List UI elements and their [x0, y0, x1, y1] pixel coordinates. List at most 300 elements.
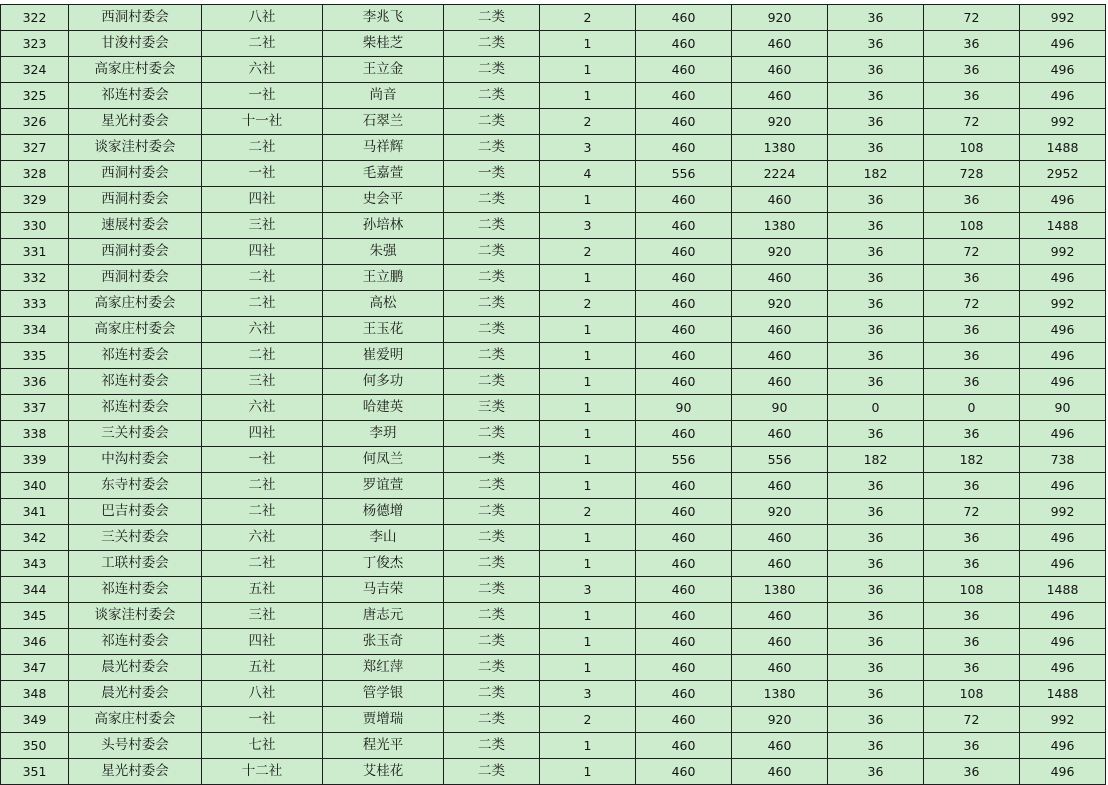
subtotal-cell[interactable]: 920 — [732, 109, 828, 135]
allowance-total-cell[interactable]: 108 — [924, 135, 1020, 161]
village-cell[interactable]: 谈家洼村委会 — [69, 135, 202, 161]
allowance-cell[interactable]: 36 — [828, 707, 924, 733]
count-cell[interactable]: 2 — [540, 5, 636, 31]
group-cell[interactable]: 八社 — [202, 681, 323, 707]
allowance-total-cell[interactable]: 36 — [924, 57, 1020, 83]
total-cell[interactable]: 496 — [1020, 551, 1106, 577]
group-cell[interactable]: 七社 — [202, 733, 323, 759]
allowance-total-cell[interactable]: 108 — [924, 681, 1020, 707]
allowance-total-cell[interactable]: 36 — [924, 525, 1020, 551]
standard-cell[interactable]: 460 — [636, 577, 732, 603]
allowance-cell[interactable]: 36 — [828, 655, 924, 681]
allowance-cell[interactable]: 36 — [828, 577, 924, 603]
allowance-cell[interactable]: 36 — [828, 213, 924, 239]
allowance-total-cell[interactable]: 36 — [924, 603, 1020, 629]
allowance-cell[interactable]: 36 — [828, 291, 924, 317]
subtotal-cell[interactable]: 460 — [732, 57, 828, 83]
allowance-total-cell[interactable]: 36 — [924, 759, 1020, 785]
standard-cell[interactable]: 460 — [636, 655, 732, 681]
count-cell[interactable]: 3 — [540, 135, 636, 161]
allowance-cell[interactable]: 36 — [828, 5, 924, 31]
subtotal-cell[interactable]: 460 — [732, 343, 828, 369]
row-number-cell[interactable]: 340 — [1, 473, 69, 499]
count-cell[interactable]: 1 — [540, 187, 636, 213]
name-cell[interactable]: 王立金 — [323, 57, 444, 83]
category-cell[interactable]: 三类 — [444, 395, 540, 421]
row-number-cell[interactable]: 348 — [1, 681, 69, 707]
village-cell[interactable]: 速展村委会 — [69, 213, 202, 239]
count-cell[interactable]: 1 — [540, 655, 636, 681]
standard-cell[interactable]: 460 — [636, 343, 732, 369]
category-cell[interactable]: 一类 — [444, 161, 540, 187]
total-cell[interactable]: 496 — [1020, 655, 1106, 681]
group-cell[interactable]: 六社 — [202, 57, 323, 83]
allowance-total-cell[interactable]: 72 — [924, 707, 1020, 733]
total-cell[interactable]: 496 — [1020, 317, 1106, 343]
village-cell[interactable]: 三关村委会 — [69, 421, 202, 447]
category-cell[interactable]: 二类 — [444, 343, 540, 369]
subtotal-cell[interactable]: 1380 — [732, 213, 828, 239]
row-number-cell[interactable]: 328 — [1, 161, 69, 187]
count-cell[interactable]: 1 — [540, 447, 636, 473]
name-cell[interactable]: 唐志元 — [323, 603, 444, 629]
name-cell[interactable]: 程光平 — [323, 733, 444, 759]
total-cell[interactable]: 992 — [1020, 707, 1106, 733]
category-cell[interactable]: 二类 — [444, 629, 540, 655]
allowance-cell[interactable]: 36 — [828, 83, 924, 109]
row-number-cell[interactable]: 331 — [1, 239, 69, 265]
subtotal-cell[interactable]: 556 — [732, 447, 828, 473]
count-cell[interactable]: 1 — [540, 525, 636, 551]
count-cell[interactable]: 3 — [540, 681, 636, 707]
village-cell[interactable]: 星光村委会 — [69, 109, 202, 135]
village-cell[interactable]: 祁连村委会 — [69, 83, 202, 109]
subtotal-cell[interactable]: 1380 — [732, 681, 828, 707]
name-cell[interactable]: 张玉奇 — [323, 629, 444, 655]
allowance-total-cell[interactable]: 36 — [924, 317, 1020, 343]
category-cell[interactable]: 二类 — [444, 265, 540, 291]
row-number-cell[interactable]: 344 — [1, 577, 69, 603]
category-cell[interactable]: 二类 — [444, 421, 540, 447]
total-cell[interactable]: 1488 — [1020, 681, 1106, 707]
village-cell[interactable]: 中沟村委会 — [69, 447, 202, 473]
group-cell[interactable]: 五社 — [202, 655, 323, 681]
allowance-total-cell[interactable]: 108 — [924, 213, 1020, 239]
row-number-cell[interactable]: 338 — [1, 421, 69, 447]
group-cell[interactable]: 六社 — [202, 395, 323, 421]
village-cell[interactable]: 工联村委会 — [69, 551, 202, 577]
count-cell[interactable]: 1 — [540, 369, 636, 395]
total-cell[interactable]: 496 — [1020, 83, 1106, 109]
name-cell[interactable]: 孙培林 — [323, 213, 444, 239]
standard-cell[interactable]: 460 — [636, 57, 732, 83]
standard-cell[interactable]: 460 — [636, 681, 732, 707]
category-cell[interactable]: 二类 — [444, 759, 540, 785]
standard-cell[interactable]: 460 — [636, 551, 732, 577]
standard-cell[interactable]: 460 — [636, 759, 732, 785]
row-number-cell[interactable]: 332 — [1, 265, 69, 291]
allowance-total-cell[interactable]: 36 — [924, 31, 1020, 57]
category-cell[interactable]: 一类 — [444, 447, 540, 473]
row-number-cell[interactable]: 330 — [1, 213, 69, 239]
category-cell[interactable]: 二类 — [444, 57, 540, 83]
count-cell[interactable]: 1 — [540, 317, 636, 343]
standard-cell[interactable]: 460 — [636, 5, 732, 31]
name-cell[interactable]: 何凤兰 — [323, 447, 444, 473]
allowance-cell[interactable]: 36 — [828, 603, 924, 629]
subtotal-cell[interactable]: 460 — [732, 733, 828, 759]
allowance-total-cell[interactable]: 72 — [924, 5, 1020, 31]
village-cell[interactable]: 晨光村委会 — [69, 655, 202, 681]
standard-cell[interactable]: 460 — [636, 135, 732, 161]
category-cell[interactable]: 二类 — [444, 655, 540, 681]
group-cell[interactable]: 三社 — [202, 603, 323, 629]
name-cell[interactable]: 何多功 — [323, 369, 444, 395]
standard-cell[interactable]: 460 — [636, 499, 732, 525]
row-number-cell[interactable]: 325 — [1, 83, 69, 109]
name-cell[interactable]: 郑红萍 — [323, 655, 444, 681]
count-cell[interactable]: 1 — [540, 57, 636, 83]
allowance-cell[interactable]: 36 — [828, 239, 924, 265]
standard-cell[interactable]: 460 — [636, 109, 732, 135]
allowance-cell[interactable]: 0 — [828, 395, 924, 421]
total-cell[interactable]: 496 — [1020, 343, 1106, 369]
standard-cell[interactable]: 460 — [636, 421, 732, 447]
row-number-cell[interactable]: 346 — [1, 629, 69, 655]
row-number-cell[interactable]: 345 — [1, 603, 69, 629]
category-cell[interactable]: 二类 — [444, 291, 540, 317]
subtotal-cell[interactable]: 460 — [732, 629, 828, 655]
total-cell[interactable]: 496 — [1020, 31, 1106, 57]
subtotal-cell[interactable]: 1380 — [732, 135, 828, 161]
count-cell[interactable]: 1 — [540, 603, 636, 629]
allowance-total-cell[interactable]: 36 — [924, 83, 1020, 109]
group-cell[interactable]: 二社 — [202, 473, 323, 499]
row-number-cell[interactable]: 347 — [1, 655, 69, 681]
village-cell[interactable]: 巴吉村委会 — [69, 499, 202, 525]
village-cell[interactable]: 星光村委会 — [69, 759, 202, 785]
allowance-total-cell[interactable]: 72 — [924, 239, 1020, 265]
subtotal-cell[interactable]: 920 — [732, 239, 828, 265]
total-cell[interactable]: 738 — [1020, 447, 1106, 473]
category-cell[interactable]: 二类 — [444, 603, 540, 629]
group-cell[interactable]: 六社 — [202, 317, 323, 343]
row-number-cell[interactable]: 337 — [1, 395, 69, 421]
count-cell[interactable]: 2 — [540, 109, 636, 135]
allowance-total-cell[interactable]: 36 — [924, 369, 1020, 395]
allowance-total-cell[interactable]: 36 — [924, 629, 1020, 655]
count-cell[interactable]: 4 — [540, 161, 636, 187]
subtotal-cell[interactable]: 460 — [732, 31, 828, 57]
row-number-cell[interactable]: 351 — [1, 759, 69, 785]
subtotal-cell[interactable]: 460 — [732, 369, 828, 395]
standard-cell[interactable]: 460 — [636, 707, 732, 733]
standard-cell[interactable]: 460 — [636, 265, 732, 291]
standard-cell[interactable]: 556 — [636, 447, 732, 473]
allowance-cell[interactable]: 36 — [828, 109, 924, 135]
allowance-cell[interactable]: 36 — [828, 473, 924, 499]
name-cell[interactable]: 丁俊杰 — [323, 551, 444, 577]
allowance-cell[interactable]: 36 — [828, 369, 924, 395]
count-cell[interactable]: 1 — [540, 31, 636, 57]
group-cell[interactable]: 四社 — [202, 239, 323, 265]
row-number-cell[interactable]: 333 — [1, 291, 69, 317]
group-cell[interactable]: 二社 — [202, 499, 323, 525]
total-cell[interactable]: 992 — [1020, 291, 1106, 317]
allowance-total-cell[interactable]: 36 — [924, 551, 1020, 577]
allowance-total-cell[interactable]: 36 — [924, 733, 1020, 759]
row-number-cell[interactable]: 350 — [1, 733, 69, 759]
name-cell[interactable]: 朱强 — [323, 239, 444, 265]
village-cell[interactable]: 西洞村委会 — [69, 5, 202, 31]
row-number-cell[interactable]: 349 — [1, 707, 69, 733]
name-cell[interactable]: 马吉荣 — [323, 577, 444, 603]
subtotal-cell[interactable]: 1380 — [732, 577, 828, 603]
name-cell[interactable]: 罗谊萱 — [323, 473, 444, 499]
total-cell[interactable]: 496 — [1020, 57, 1106, 83]
allowance-cell[interactable]: 36 — [828, 265, 924, 291]
group-cell[interactable]: 一社 — [202, 161, 323, 187]
village-cell[interactable]: 祁连村委会 — [69, 629, 202, 655]
name-cell[interactable]: 王玉花 — [323, 317, 444, 343]
row-number-cell[interactable]: 322 — [1, 5, 69, 31]
allowance-cell[interactable]: 36 — [828, 733, 924, 759]
allowance-total-cell[interactable]: 36 — [924, 421, 1020, 447]
row-number-cell[interactable]: 341 — [1, 499, 69, 525]
group-cell[interactable]: 三社 — [202, 213, 323, 239]
row-number-cell[interactable]: 326 — [1, 109, 69, 135]
total-cell[interactable]: 496 — [1020, 265, 1106, 291]
category-cell[interactable]: 二类 — [444, 473, 540, 499]
village-cell[interactable]: 高家庄村委会 — [69, 57, 202, 83]
total-cell[interactable]: 90 — [1020, 395, 1106, 421]
name-cell[interactable]: 王立鹏 — [323, 265, 444, 291]
subtotal-cell[interactable]: 460 — [732, 551, 828, 577]
count-cell[interactable]: 1 — [540, 343, 636, 369]
row-number-cell[interactable]: 324 — [1, 57, 69, 83]
group-cell[interactable]: 五社 — [202, 577, 323, 603]
allowance-cell[interactable]: 36 — [828, 499, 924, 525]
village-cell[interactable]: 东寺村委会 — [69, 473, 202, 499]
group-cell[interactable]: 二社 — [202, 265, 323, 291]
subtotal-cell[interactable]: 460 — [732, 473, 828, 499]
allowance-cell[interactable]: 36 — [828, 629, 924, 655]
count-cell[interactable]: 1 — [540, 629, 636, 655]
category-cell[interactable]: 二类 — [444, 577, 540, 603]
total-cell[interactable]: 992 — [1020, 499, 1106, 525]
group-cell[interactable]: 二社 — [202, 551, 323, 577]
count-cell[interactable]: 2 — [540, 291, 636, 317]
total-cell[interactable]: 496 — [1020, 421, 1106, 447]
subtotal-cell[interactable]: 920 — [732, 291, 828, 317]
category-cell[interactable]: 二类 — [444, 707, 540, 733]
group-cell[interactable]: 十二社 — [202, 759, 323, 785]
name-cell[interactable]: 柴桂芝 — [323, 31, 444, 57]
subtotal-cell[interactable]: 90 — [732, 395, 828, 421]
subtotal-cell[interactable]: 920 — [732, 707, 828, 733]
category-cell[interactable]: 二类 — [444, 733, 540, 759]
total-cell[interactable]: 496 — [1020, 629, 1106, 655]
category-cell[interactable]: 二类 — [444, 525, 540, 551]
village-cell[interactable]: 三关村委会 — [69, 525, 202, 551]
allowance-cell[interactable]: 36 — [828, 551, 924, 577]
standard-cell[interactable]: 460 — [636, 317, 732, 343]
allowance-total-cell[interactable]: 36 — [924, 343, 1020, 369]
total-cell[interactable]: 496 — [1020, 473, 1106, 499]
category-cell[interactable]: 二类 — [444, 499, 540, 525]
allowance-cell[interactable]: 36 — [828, 57, 924, 83]
row-number-cell[interactable]: 329 — [1, 187, 69, 213]
category-cell[interactable]: 二类 — [444, 213, 540, 239]
standard-cell[interactable]: 460 — [636, 291, 732, 317]
group-cell[interactable]: 二社 — [202, 135, 323, 161]
subtotal-cell[interactable]: 460 — [732, 421, 828, 447]
allowance-total-cell[interactable]: 72 — [924, 109, 1020, 135]
group-cell[interactable]: 六社 — [202, 525, 323, 551]
allowance-cell[interactable]: 36 — [828, 343, 924, 369]
total-cell[interactable]: 1488 — [1020, 577, 1106, 603]
count-cell[interactable]: 1 — [540, 83, 636, 109]
village-cell[interactable]: 甘浚村委会 — [69, 31, 202, 57]
count-cell[interactable]: 3 — [540, 577, 636, 603]
village-cell[interactable]: 晨光村委会 — [69, 681, 202, 707]
village-cell[interactable]: 祁连村委会 — [69, 577, 202, 603]
name-cell[interactable]: 马祥辉 — [323, 135, 444, 161]
name-cell[interactable]: 杨德增 — [323, 499, 444, 525]
standard-cell[interactable]: 90 — [636, 395, 732, 421]
category-cell[interactable]: 二类 — [444, 369, 540, 395]
total-cell[interactable]: 1488 — [1020, 135, 1106, 161]
count-cell[interactable]: 2 — [540, 499, 636, 525]
count-cell[interactable]: 3 — [540, 213, 636, 239]
group-cell[interactable]: 一社 — [202, 707, 323, 733]
allowance-total-cell[interactable]: 108 — [924, 577, 1020, 603]
allowance-cell[interactable]: 182 — [828, 447, 924, 473]
subtotal-cell[interactable]: 460 — [732, 603, 828, 629]
name-cell[interactable]: 贾增瑞 — [323, 707, 444, 733]
allowance-total-cell[interactable]: 36 — [924, 265, 1020, 291]
count-cell[interactable]: 2 — [540, 239, 636, 265]
count-cell[interactable]: 1 — [540, 421, 636, 447]
village-cell[interactable]: 祁连村委会 — [69, 369, 202, 395]
total-cell[interactable]: 496 — [1020, 525, 1106, 551]
village-cell[interactable]: 祁连村委会 — [69, 343, 202, 369]
group-cell[interactable]: 十一社 — [202, 109, 323, 135]
category-cell[interactable]: 二类 — [444, 317, 540, 343]
count-cell[interactable]: 1 — [540, 473, 636, 499]
village-cell[interactable]: 高家庄村委会 — [69, 291, 202, 317]
village-cell[interactable]: 头号村委会 — [69, 733, 202, 759]
group-cell[interactable]: 三社 — [202, 369, 323, 395]
category-cell[interactable]: 二类 — [444, 135, 540, 161]
village-cell[interactable]: 祁连村委会 — [69, 395, 202, 421]
category-cell[interactable]: 二类 — [444, 239, 540, 265]
group-cell[interactable]: 四社 — [202, 421, 323, 447]
allowance-total-cell[interactable]: 182 — [924, 447, 1020, 473]
count-cell[interactable]: 1 — [540, 551, 636, 577]
village-cell[interactable]: 高家庄村委会 — [69, 707, 202, 733]
subtotal-cell[interactable]: 460 — [732, 525, 828, 551]
name-cell[interactable]: 石翠兰 — [323, 109, 444, 135]
total-cell[interactable]: 496 — [1020, 369, 1106, 395]
count-cell[interactable]: 1 — [540, 733, 636, 759]
row-number-cell[interactable]: 343 — [1, 551, 69, 577]
total-cell[interactable]: 496 — [1020, 603, 1106, 629]
village-cell[interactable]: 西洞村委会 — [69, 265, 202, 291]
category-cell[interactable]: 二类 — [444, 83, 540, 109]
category-cell[interactable]: 二类 — [444, 5, 540, 31]
standard-cell[interactable]: 460 — [636, 31, 732, 57]
village-cell[interactable]: 西洞村委会 — [69, 187, 202, 213]
category-cell[interactable]: 二类 — [444, 187, 540, 213]
allowance-total-cell[interactable]: 36 — [924, 473, 1020, 499]
total-cell[interactable]: 496 — [1020, 187, 1106, 213]
total-cell[interactable]: 2952 — [1020, 161, 1106, 187]
row-number-cell[interactable]: 334 — [1, 317, 69, 343]
row-number-cell[interactable]: 342 — [1, 525, 69, 551]
count-cell[interactable]: 2 — [540, 707, 636, 733]
allowance-total-cell[interactable]: 72 — [924, 499, 1020, 525]
name-cell[interactable]: 艾桂花 — [323, 759, 444, 785]
standard-cell[interactable]: 460 — [636, 525, 732, 551]
allowance-cell[interactable]: 36 — [828, 681, 924, 707]
village-cell[interactable]: 高家庄村委会 — [69, 317, 202, 343]
subtotal-cell[interactable]: 460 — [732, 187, 828, 213]
name-cell[interactable]: 尚音 — [323, 83, 444, 109]
standard-cell[interactable]: 460 — [636, 187, 732, 213]
group-cell[interactable]: 一社 — [202, 83, 323, 109]
name-cell[interactable]: 毛嘉萱 — [323, 161, 444, 187]
group-cell[interactable]: 二社 — [202, 343, 323, 369]
name-cell[interactable]: 崔爱明 — [323, 343, 444, 369]
allowance-cell[interactable]: 36 — [828, 317, 924, 343]
group-cell[interactable]: 二社 — [202, 291, 323, 317]
total-cell[interactable]: 496 — [1020, 759, 1106, 785]
category-cell[interactable]: 二类 — [444, 31, 540, 57]
name-cell[interactable]: 李玥 — [323, 421, 444, 447]
row-number-cell[interactable]: 323 — [1, 31, 69, 57]
group-cell[interactable]: 四社 — [202, 629, 323, 655]
name-cell[interactable]: 管学银 — [323, 681, 444, 707]
village-cell[interactable]: 西洞村委会 — [69, 161, 202, 187]
village-cell[interactable]: 西洞村委会 — [69, 239, 202, 265]
standard-cell[interactable]: 460 — [636, 213, 732, 239]
standard-cell[interactable]: 460 — [636, 603, 732, 629]
count-cell[interactable]: 1 — [540, 395, 636, 421]
subtotal-cell[interactable]: 460 — [732, 317, 828, 343]
village-cell[interactable]: 谈家洼村委会 — [69, 603, 202, 629]
name-cell[interactable]: 高松 — [323, 291, 444, 317]
total-cell[interactable]: 992 — [1020, 5, 1106, 31]
name-cell[interactable]: 哈建英 — [323, 395, 444, 421]
group-cell[interactable]: 二社 — [202, 31, 323, 57]
total-cell[interactable]: 992 — [1020, 109, 1106, 135]
count-cell[interactable]: 1 — [540, 265, 636, 291]
standard-cell[interactable]: 460 — [636, 83, 732, 109]
category-cell[interactable]: 二类 — [444, 109, 540, 135]
standard-cell[interactable]: 460 — [636, 239, 732, 265]
standard-cell[interactable]: 556 — [636, 161, 732, 187]
allowance-total-cell[interactable]: 36 — [924, 655, 1020, 681]
subtotal-cell[interactable]: 2224 — [732, 161, 828, 187]
subtotal-cell[interactable]: 920 — [732, 5, 828, 31]
allowance-cell[interactable]: 182 — [828, 161, 924, 187]
total-cell[interactable]: 992 — [1020, 239, 1106, 265]
allowance-cell[interactable]: 36 — [828, 421, 924, 447]
group-cell[interactable]: 四社 — [202, 187, 323, 213]
standard-cell[interactable]: 460 — [636, 473, 732, 499]
name-cell[interactable]: 史会平 — [323, 187, 444, 213]
